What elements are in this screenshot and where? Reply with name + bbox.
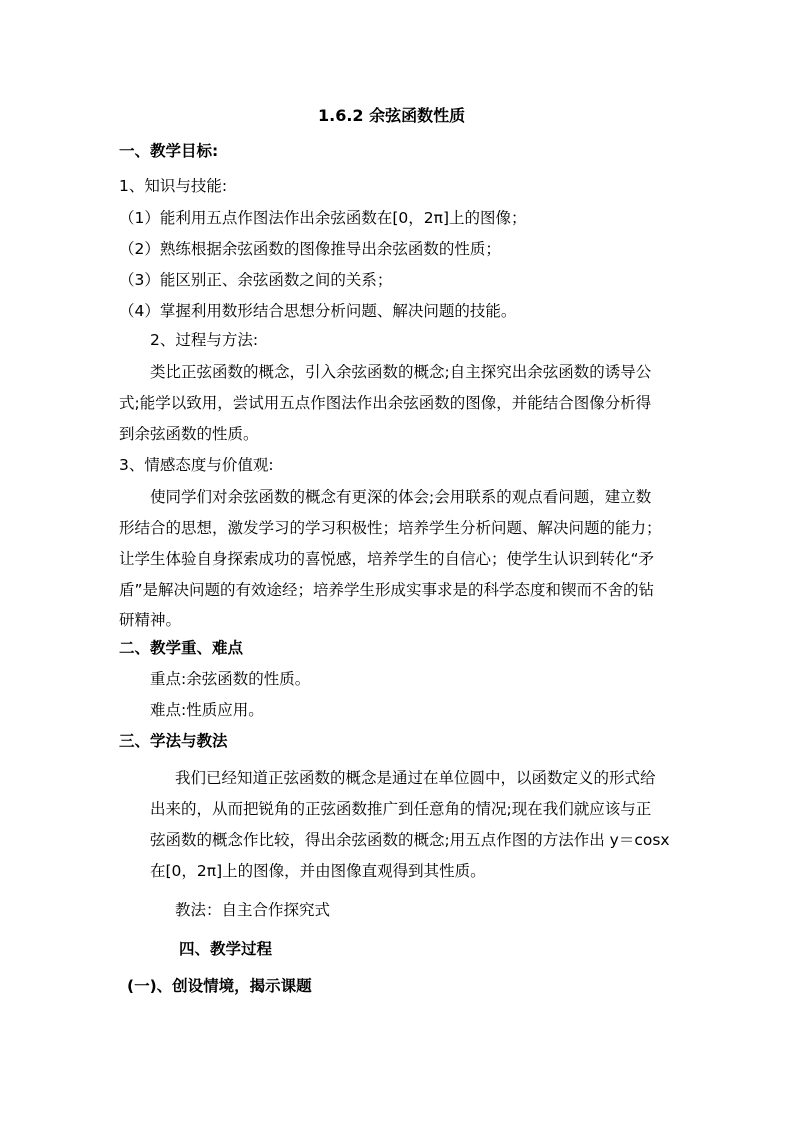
paragraph-line: 类比正弦函数的概念，引入余弦函数的概念;自主探究出余弦函数的诱导公 bbox=[150, 363, 652, 381]
paragraph-line: 盾”是解决问题的有效途经；培养学生形成实事求是的科学态度和锲而不舍的钻 bbox=[119, 581, 655, 599]
section-2-heading: 二、教学重、难点 bbox=[119, 639, 244, 657]
paragraph-line: 到余弦函数的性质。 bbox=[119, 425, 259, 443]
difficult-point: 难点:性质应用。 bbox=[150, 701, 264, 719]
objective-item: （3）能区别正、余弦函数之间的关系； bbox=[119, 271, 393, 289]
paragraph-line: 形结合的思想，激发学习的学习积极性；培养学生分析问题、解决问题的能力； bbox=[119, 519, 662, 537]
paragraph-line: 出来的，从而把锐角的正弦函数推广到任意角的情况;现在我们就应该与正 bbox=[150, 800, 652, 818]
section-3-heading: 三、学法与教法 bbox=[119, 732, 228, 750]
teaching-method: 教法：自主合作探究式 bbox=[175, 901, 331, 919]
paragraph-line: 我们已经知道正弦函数的概念是通过在单位圆中，以函数定义的形式给 bbox=[175, 769, 656, 787]
subsection-1-heading: 1、知识与技能: bbox=[119, 177, 228, 195]
paragraph-line: 式;能学以致用，尝试用五点作图法作出余弦函数的图像，并能结合图像分析得 bbox=[119, 394, 652, 412]
subsection-3-heading: 3、情感态度与价值观: bbox=[119, 456, 274, 474]
paragraph-line: 研精神。 bbox=[119, 611, 182, 629]
objective-item: （4）掌握利用数形结合思想分析问题、解决问题的技能。 bbox=[119, 302, 517, 320]
section-4-subheading: (一)、创设情境，揭示课题 bbox=[127, 977, 312, 995]
paragraph-line: 弦函数的概念作比较，得出余弦函数的概念;用五点作图的方法作出 y＝cosx bbox=[150, 831, 670, 849]
key-point: 重点:余弦函数的性质。 bbox=[150, 670, 311, 688]
document-title: 1.6.2 余弦函数性质 bbox=[318, 106, 466, 125]
paragraph-line: 让学生体验自身探索成功的喜悦感，培养学生的自信心；使学生认识到转化“矛 bbox=[119, 550, 655, 568]
subsection-2-heading: 2、过程与方法: bbox=[150, 331, 259, 349]
section-1-heading: 一、教学目标: bbox=[119, 142, 219, 160]
objective-item: （2）熟练根据余弦函数的图像推导出余弦函数的性质； bbox=[119, 240, 501, 258]
paragraph-line: 使同学们对余弦函数的概念有更深的体会;会用联系的观点看问题，建立数 bbox=[150, 488, 652, 506]
section-4-heading: 四、教学过程 bbox=[179, 940, 273, 958]
objective-item: （1）能利用五点作图法作出余弦函数在[0，2π]上的图像； bbox=[119, 209, 527, 227]
paragraph-line: 在[0，2π]上的图像，并由图像直观得到其性质。 bbox=[150, 862, 486, 880]
